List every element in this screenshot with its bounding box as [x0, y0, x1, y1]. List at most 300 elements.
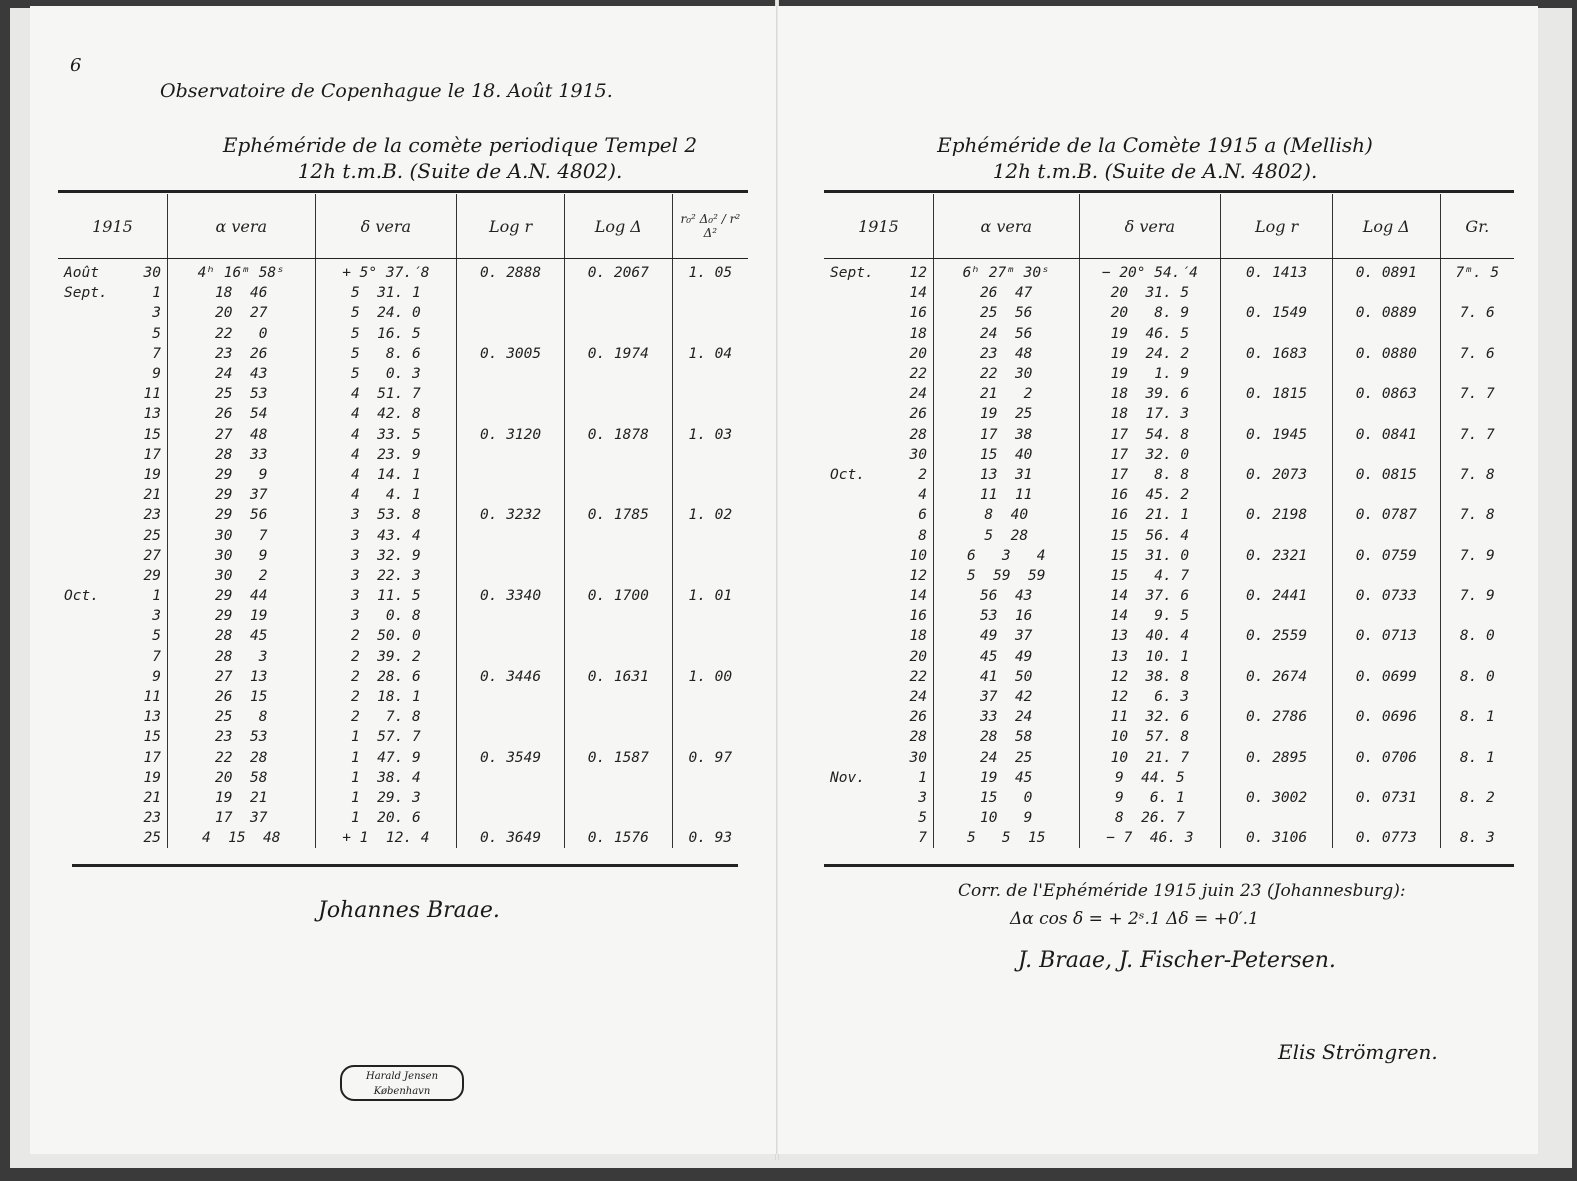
month-cell	[824, 748, 880, 768]
day-cell: 25	[143, 830, 161, 847]
day-cell: 3	[918, 789, 927, 806]
delta-cell: 18 39. 6	[1079, 384, 1221, 404]
alpha-cell: 11 11	[933, 485, 1079, 505]
table-row	[824, 505, 1514, 525]
table-row	[824, 445, 1514, 465]
alpha-cell: 19 45	[933, 768, 1079, 788]
log-r-cell	[457, 707, 565, 727]
day-cell: 9	[152, 366, 161, 383]
month-cell	[824, 707, 880, 727]
last-cell: 8. 1	[1440, 748, 1514, 768]
log-r-cell	[457, 404, 565, 424]
last-cell: 8. 0	[1440, 667, 1514, 687]
delta-cell: 17 8. 8	[1079, 465, 1221, 485]
month-cell	[824, 828, 880, 848]
month-cell	[824, 647, 880, 667]
delta-cell: 18 17. 3	[1079, 404, 1221, 424]
table-row	[824, 828, 1514, 848]
day-cell: 22	[909, 668, 927, 685]
last-cell	[672, 788, 748, 808]
table-row	[824, 748, 1514, 768]
log-delta-cell: 0. 0880	[1332, 344, 1440, 364]
header-log-delta: Log Δ	[1332, 194, 1440, 259]
last-cell	[672, 445, 748, 465]
alpha-cell: 5 28	[933, 525, 1079, 545]
month-cell	[58, 404, 114, 424]
log-r-cell	[457, 364, 565, 384]
month-cell	[58, 445, 114, 465]
log-delta-cell	[564, 768, 672, 788]
table-row	[58, 425, 748, 445]
day-cell: 25	[143, 527, 161, 544]
log-r-cell: 0. 2073	[1221, 465, 1333, 485]
log-delta-cell	[1332, 485, 1440, 505]
log-delta-cell: 0. 0696	[1332, 707, 1440, 727]
alpha-cell: 29 9	[167, 465, 315, 485]
last-cell	[1440, 647, 1514, 667]
day-cell: 6	[918, 507, 927, 524]
day-cell: 7	[152, 648, 161, 665]
log-r-cell	[1221, 445, 1333, 465]
director-signature: Elis Strömgren.	[1278, 1040, 1438, 1064]
table-row	[58, 647, 748, 667]
delta-cell: 10 21. 7	[1079, 748, 1221, 768]
alpha-cell: 33 24	[933, 707, 1079, 727]
last-cell: 8. 2	[1440, 788, 1514, 808]
right-table-top-rule	[824, 190, 1514, 193]
day-cell: 22	[909, 366, 927, 383]
delta-cell: 4 23. 9	[315, 445, 457, 465]
alpha-cell: 41 50	[933, 667, 1079, 687]
table-row	[58, 283, 748, 303]
alpha-cell: 29 56	[167, 505, 315, 525]
day-cell: 3	[152, 305, 161, 322]
header-log-r: Log r	[457, 194, 565, 259]
alpha-cell: 23 53	[167, 727, 315, 747]
last-cell: 1. 04	[672, 344, 748, 364]
month-cell	[824, 283, 880, 303]
log-delta-cell: 0. 2067	[564, 259, 672, 284]
last-cell: 7. 8	[1440, 505, 1514, 525]
table-row	[58, 566, 748, 586]
log-delta-cell	[564, 303, 672, 323]
alpha-cell: 22 0	[167, 324, 315, 344]
log-delta-cell: 0. 0699	[1332, 667, 1440, 687]
log-delta-cell	[564, 546, 672, 566]
log-delta-cell	[564, 626, 672, 646]
month-cell	[824, 425, 880, 445]
alpha-cell: 29 19	[167, 606, 315, 626]
delta-cell: 5 24. 0	[315, 303, 457, 323]
last-cell	[672, 404, 748, 424]
log-r-cell	[457, 525, 565, 545]
alpha-cell: 8 40	[933, 505, 1079, 525]
log-delta-cell: 0. 0787	[1332, 505, 1440, 525]
alpha-cell: 23 26	[167, 344, 315, 364]
last-cell: 1. 05	[672, 259, 748, 284]
day-cell: 20	[909, 648, 927, 665]
delta-cell: + 5° 37.′8	[315, 259, 457, 284]
log-r-cell: 0. 2674	[1221, 667, 1333, 687]
delta-cell: 2 50. 0	[315, 626, 457, 646]
alpha-cell: 28 3	[167, 647, 315, 667]
stamp-line1: Harald Jensen	[365, 1071, 439, 1082]
delta-cell: 9 6. 1	[1079, 788, 1221, 808]
delta-cell: 12 38. 8	[1079, 667, 1221, 687]
table-row	[824, 425, 1514, 445]
log-delta-cell	[1332, 687, 1440, 707]
day-cell: 9	[152, 668, 161, 685]
delta-cell: 9 44. 5	[1079, 768, 1221, 788]
delta-cell: 17 54. 8	[1079, 425, 1221, 445]
last-cell: 1. 03	[672, 425, 748, 445]
table-row	[58, 667, 748, 687]
last-cell	[1440, 324, 1514, 344]
day-cell: 13	[143, 406, 161, 423]
log-delta-cell: 0. 0889	[1332, 303, 1440, 323]
table-row	[824, 344, 1514, 364]
last-cell: 8. 3	[1440, 828, 1514, 848]
delta-cell: 5 8. 6	[315, 344, 457, 364]
log-delta-cell	[564, 364, 672, 384]
log-delta-cell	[564, 647, 672, 667]
alpha-cell: 20 27	[167, 303, 315, 323]
log-r-cell	[457, 303, 565, 323]
month-cell	[824, 546, 880, 566]
table-row	[58, 485, 748, 505]
table-row	[824, 364, 1514, 384]
log-delta-cell	[564, 566, 672, 586]
delta-cell: 4 4. 1	[315, 485, 457, 505]
table-row	[58, 344, 748, 364]
header-delta: δ vera	[315, 194, 457, 259]
table-row	[824, 707, 1514, 727]
log-delta-cell	[1332, 445, 1440, 465]
day-cell: 11	[143, 689, 161, 706]
log-r-cell: 0. 3005	[457, 344, 565, 364]
delta-cell: 11 32. 6	[1079, 707, 1221, 727]
table-row	[58, 707, 748, 727]
log-delta-cell	[1332, 647, 1440, 667]
last-cell	[672, 647, 748, 667]
last-cell	[672, 707, 748, 727]
right-table-title	[895, 132, 1415, 184]
alpha-cell: 19 25	[933, 404, 1079, 424]
log-r-cell	[457, 687, 565, 707]
left-table-title	[200, 132, 720, 184]
last-cell	[672, 727, 748, 747]
month-cell	[824, 525, 880, 545]
last-cell	[672, 768, 748, 788]
log-delta-cell: 0. 1587	[564, 748, 672, 768]
right-title-line1: Ephéméride de la Comète 1915 a (Mellish)	[937, 133, 1373, 157]
table-row	[824, 788, 1514, 808]
log-delta-cell	[1332, 525, 1440, 545]
log-r-cell	[1221, 687, 1333, 707]
alpha-cell: 49 37	[933, 626, 1079, 646]
day-cell: 11	[143, 386, 161, 403]
header-log-r: Log r	[1221, 194, 1333, 259]
month-cell	[58, 425, 114, 445]
delta-cell: 1 20. 6	[315, 808, 457, 828]
month-cell	[58, 606, 114, 626]
log-delta-cell: 0. 1785	[564, 505, 672, 525]
last-cell	[672, 566, 748, 586]
last-cell	[672, 626, 748, 646]
day-cell: 7	[918, 830, 927, 847]
alpha-cell: 27 48	[167, 425, 315, 445]
month-cell	[58, 324, 114, 344]
day-cell: 28	[909, 729, 927, 746]
header-magnitude: Gr.	[1440, 194, 1514, 259]
alpha-cell: 24 25	[933, 748, 1079, 768]
delta-cell: 3 11. 5	[315, 586, 457, 606]
last-cell	[1440, 404, 1514, 424]
delta-cell: 19 24. 2	[1079, 344, 1221, 364]
log-delta-cell: 0. 1631	[564, 667, 672, 687]
day-cell: 10	[909, 547, 927, 564]
delta-cell: 1 38. 4	[315, 768, 457, 788]
log-r-cell	[457, 445, 565, 465]
month-cell	[824, 626, 880, 646]
log-r-cell: 0. 1549	[1221, 303, 1333, 323]
table-row	[58, 505, 748, 525]
delta-cell: 3 43. 4	[315, 525, 457, 545]
day-cell: 14	[909, 285, 927, 302]
log-r-cell: 0. 1945	[1221, 425, 1333, 445]
delta-cell: 15 56. 4	[1079, 525, 1221, 545]
header-delta: δ vera	[1079, 194, 1221, 259]
month-cell	[58, 626, 114, 646]
month-cell	[58, 465, 114, 485]
table-row	[58, 324, 748, 344]
month-cell	[824, 404, 880, 424]
table-row	[824, 404, 1514, 424]
delta-cell: 4 14. 1	[315, 465, 457, 485]
alpha-cell: 30 7	[167, 525, 315, 545]
table-row	[824, 687, 1514, 707]
delta-cell: 2 39. 2	[315, 647, 457, 667]
log-delta-cell	[564, 445, 672, 465]
alpha-cell: 26 54	[167, 404, 315, 424]
log-delta-cell	[564, 465, 672, 485]
last-cell	[672, 525, 748, 545]
table-row	[58, 606, 748, 626]
month-cell	[824, 364, 880, 384]
last-cell: 7. 9	[1440, 546, 1514, 566]
log-r-cell	[1221, 808, 1333, 828]
alpha-cell: 20 58	[167, 768, 315, 788]
alpha-cell: 30 9	[167, 546, 315, 566]
month-cell	[58, 667, 114, 687]
last-cell: 7. 6	[1440, 303, 1514, 323]
month-cell	[824, 445, 880, 465]
log-delta-cell	[564, 606, 672, 626]
month-cell	[58, 808, 114, 828]
month-cell	[824, 727, 880, 747]
last-cell	[672, 303, 748, 323]
day-cell: 2	[918, 466, 927, 483]
alpha-cell: 28 45	[167, 626, 315, 646]
day-cell: 12	[909, 265, 927, 282]
delta-cell: 20 8. 9	[1079, 303, 1221, 323]
alpha-cell: 17 37	[167, 808, 315, 828]
day-cell: 30	[909, 446, 927, 463]
table-row	[824, 626, 1514, 646]
table-row	[824, 768, 1514, 788]
table-row	[824, 667, 1514, 687]
left-ephemeris-table	[58, 194, 748, 848]
month-cell	[58, 788, 114, 808]
day-cell: 5	[918, 810, 927, 827]
last-cell	[672, 324, 748, 344]
table-row	[824, 586, 1514, 606]
log-delta-cell	[1332, 768, 1440, 788]
log-delta-cell: 0. 0733	[1332, 586, 1440, 606]
log-r-cell: 0. 3446	[457, 667, 565, 687]
alpha-cell: 4 15 48	[167, 828, 315, 848]
day-cell: 26	[909, 709, 927, 726]
log-r-cell: 0. 2198	[1221, 505, 1333, 525]
log-r-cell: 0. 3002	[1221, 788, 1333, 808]
month-cell	[58, 384, 114, 404]
day-cell: 12	[909, 567, 927, 584]
alpha-cell: 25 56	[933, 303, 1079, 323]
log-r-cell: 0. 1815	[1221, 384, 1333, 404]
log-r-cell	[457, 606, 565, 626]
alpha-cell: 37 42	[933, 687, 1079, 707]
table-row	[58, 748, 748, 768]
alpha-cell: 22 30	[933, 364, 1079, 384]
table-row	[58, 259, 748, 284]
alpha-cell: 28 58	[933, 727, 1079, 747]
log-r-cell	[457, 283, 565, 303]
month-cell	[824, 303, 880, 323]
month-cell	[58, 344, 114, 364]
table-header-row	[58, 194, 748, 259]
alpha-cell: 18 46	[167, 283, 315, 303]
last-cell	[1440, 525, 1514, 545]
delta-cell: 2 28. 6	[315, 667, 457, 687]
last-cell	[672, 808, 748, 828]
log-r-cell: 0. 3549	[457, 748, 565, 768]
alpha-cell: 4ʰ 16ᵐ 58ˢ	[167, 259, 315, 284]
table-row	[824, 727, 1514, 747]
last-cell	[672, 465, 748, 485]
bookbinder-stamp	[340, 1065, 464, 1101]
month-cell	[58, 748, 114, 768]
log-r-cell: 0. 2888	[457, 259, 565, 284]
day-cell: 18	[909, 628, 927, 645]
alpha-cell: 5 59 59	[933, 566, 1079, 586]
header-alpha: α vera	[933, 194, 1079, 259]
log-r-cell: 0. 2786	[1221, 707, 1333, 727]
header-year: 1915	[58, 194, 167, 259]
log-delta-cell	[1332, 283, 1440, 303]
table-row	[58, 465, 748, 485]
day-cell: 5	[152, 325, 161, 342]
alpha-cell: 26 47	[933, 283, 1079, 303]
log-delta-cell: 0. 0841	[1332, 425, 1440, 445]
log-r-cell: 0. 2321	[1221, 546, 1333, 566]
delta-cell: 19 46. 5	[1079, 324, 1221, 344]
delta-cell: 12 6. 3	[1079, 687, 1221, 707]
log-delta-cell	[1332, 364, 1440, 384]
right-table-bottom-rule	[824, 864, 1514, 867]
log-r-cell	[457, 485, 565, 505]
log-r-cell	[1221, 404, 1333, 424]
table-row	[824, 546, 1514, 566]
delta-cell: 5 16. 5	[315, 324, 457, 344]
last-cell: 8. 1	[1440, 707, 1514, 727]
table-row	[58, 546, 748, 566]
delta-cell: + 1 12. 4	[315, 828, 457, 848]
delta-cell: 3 0. 8	[315, 606, 457, 626]
log-delta-cell	[564, 283, 672, 303]
last-cell	[672, 364, 748, 384]
month-cell	[824, 485, 880, 505]
last-cell	[1440, 687, 1514, 707]
last-cell	[672, 283, 748, 303]
log-r-cell: 0. 2441	[1221, 586, 1333, 606]
log-delta-cell: 0. 1576	[564, 828, 672, 848]
table-row	[824, 384, 1514, 404]
day-cell: 18	[909, 325, 927, 342]
stamp-line2: København	[373, 1086, 431, 1097]
log-r-cell	[1221, 606, 1333, 626]
log-r-cell	[457, 626, 565, 646]
day-cell: 7	[152, 345, 161, 362]
alpha-cell: 24 56	[933, 324, 1079, 344]
alpha-cell: 15 0	[933, 788, 1079, 808]
last-cell: 7. 7	[1440, 384, 1514, 404]
month-cell	[824, 384, 880, 404]
day-cell: 21	[143, 789, 161, 806]
last-cell	[1440, 445, 1514, 465]
table-row	[824, 283, 1514, 303]
alpha-cell: 21 2	[933, 384, 1079, 404]
day-cell: 8	[918, 527, 927, 544]
log-delta-cell: 0. 1700	[564, 586, 672, 606]
log-delta-cell	[564, 404, 672, 424]
log-r-cell: 0. 1683	[1221, 344, 1333, 364]
month-cell	[58, 647, 114, 667]
delta-cell: 2 18. 1	[315, 687, 457, 707]
day-cell: 17	[143, 446, 161, 463]
delta-cell: 13 40. 4	[1079, 626, 1221, 646]
last-cell	[1440, 283, 1514, 303]
day-cell: 20	[909, 345, 927, 362]
log-r-cell	[1221, 283, 1333, 303]
day-cell: 26	[909, 406, 927, 423]
delta-cell: 4 42. 8	[315, 404, 457, 424]
header-log-delta: Log Δ	[564, 194, 672, 259]
day-cell: 30	[909, 749, 927, 766]
log-r-cell	[1221, 647, 1333, 667]
alpha-cell: 30 2	[167, 566, 315, 586]
alpha-cell: 29 37	[167, 485, 315, 505]
log-delta-cell: 0. 0713	[1332, 626, 1440, 646]
log-r-cell: 0. 3232	[457, 505, 565, 525]
log-delta-cell	[564, 687, 672, 707]
log-delta-cell	[1332, 727, 1440, 747]
alpha-cell: 22 28	[167, 748, 315, 768]
day-cell: 16	[909, 305, 927, 322]
alpha-cell: 28 33	[167, 445, 315, 465]
alpha-cell: 13 31	[933, 465, 1079, 485]
month-cell	[824, 566, 880, 586]
header-alpha: α vera	[167, 194, 315, 259]
